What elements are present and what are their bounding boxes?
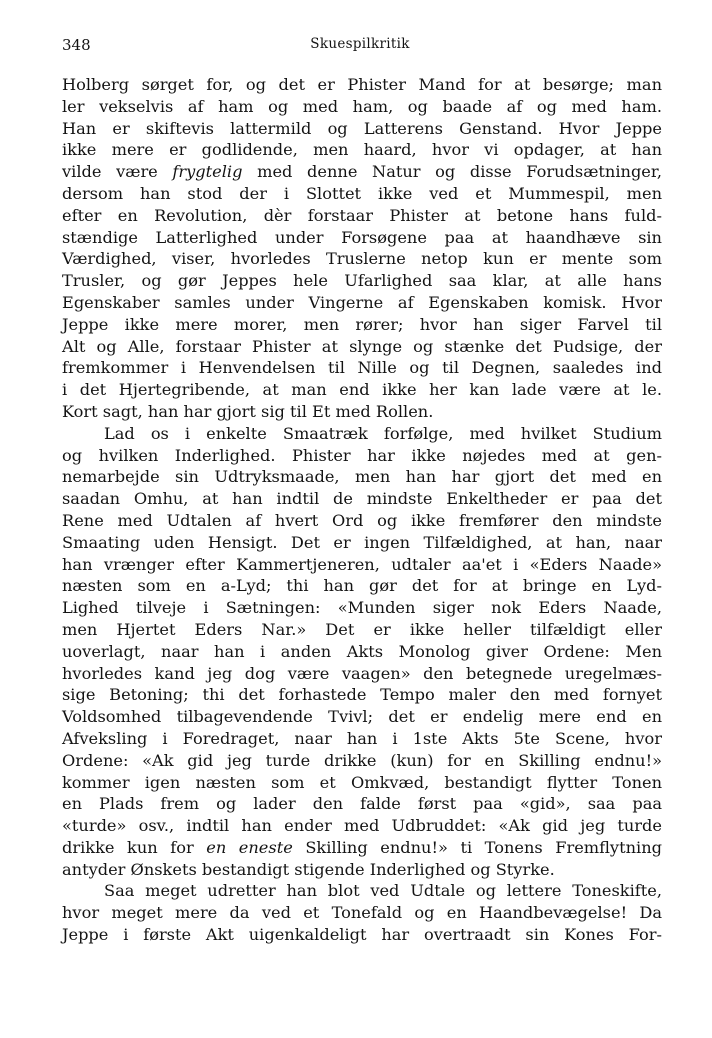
text-line: dersom han stod der i Slottet ikke ved et Mummespil, men bbox=[62, 183, 662, 203]
text-line: Værdighed, viser, hvorledes Truslerne netop kun er mente som bbox=[62, 249, 662, 269]
text-line: antyder Ønskets bestandigt stigende Inderlighed og Styrke. bbox=[62, 859, 555, 879]
text-run: drikke kun for bbox=[62, 837, 207, 857]
text-line: uoverlagt, naar han i anden Akts Monolog giver Ordene: Men bbox=[62, 641, 662, 661]
text-line: Trusler, og gør Jeppes hele Ufarlighed saa klar, at alle hans bbox=[62, 271, 662, 291]
text-line: han vrænger efter Kammertjeneren, udtaler aa'et i «Eders Naade» bbox=[62, 554, 662, 574]
text-line: næsten som en a-Lyd; thi han gør det for at bringe en Lyd- bbox=[62, 576, 662, 596]
text-line: hvorledes kand jeg dog være vaagen» den betegnede uregelmæs- bbox=[62, 663, 662, 683]
text-line: hvor meget mere da ved et Tonefald og en Haandbevægelse! Da bbox=[62, 903, 662, 923]
body-text bbox=[62, 74, 662, 946]
text-line: stændige Latterlighed under Forsøgene paa at haandhæve sin bbox=[62, 227, 662, 247]
text-line: Lighed tilveje i Sætningen: «Munden siger nok Eders Naade, bbox=[62, 598, 662, 618]
text-line: Kort sagt, han har gjort sig til Et med Rollen. bbox=[62, 401, 434, 421]
text-line: og hvilken Inderlighed. Phister har ikke nøjedes med at gen- bbox=[62, 445, 662, 465]
emphasis-text: frygtelig bbox=[172, 162, 243, 182]
text-line bbox=[62, 161, 662, 183]
text-line: Han er skiftevis lattermild og Latterens Genstand. Hvor Jeppe bbox=[62, 118, 662, 138]
text-line: en Plads frem og lader den falde først paa «gid», saa paa bbox=[62, 794, 662, 814]
text-line: Jeppe ikke mere morer, men rører; hvor han siger Farvel til bbox=[62, 314, 662, 334]
text-line: men Hjertet Eders Nar.» Det er ikke heller tilfældigt eller bbox=[62, 619, 662, 639]
page-header bbox=[62, 36, 658, 58]
emphasis-text: en eneste bbox=[206, 837, 293, 857]
text-line: saadan Omhu, at han indtil de mindste Enkeltheder er paa det bbox=[62, 489, 662, 509]
text-line: Voldsomhed tilbagevendende Tvivl; det er endelig mere end en bbox=[62, 707, 662, 727]
text-line: Saa meget udretter han blot ved Udtale og lettere Toneskifte, bbox=[104, 881, 662, 901]
text-line: kommer igen næsten som et Omkvæd, bestandigt flytter Tonen bbox=[62, 772, 662, 792]
text-line: «turde» osv., indtil han ender med Udbruddet: «Ak gid jeg turde bbox=[62, 816, 662, 836]
text-line: ikke mere er godlidende, men haard, hvor vi opdager, at han bbox=[62, 140, 662, 160]
text-line: Egenskaber samles under Vingerne af Egenskaben komisk. Hvor bbox=[62, 292, 662, 312]
text-line: i det Hjertegribende, at man end ikke her kan lade være at le. bbox=[62, 380, 662, 400]
text-run: Skilling endnu!» ti Tonens Fremflytning bbox=[292, 837, 662, 857]
text-line: Afveksling i Foredraget, naar han i 1ste Akts 5te Scene, hvor bbox=[62, 728, 662, 748]
text-line: sige Betoning; thi det forhastede Tempo maler den med fornyet bbox=[62, 685, 662, 705]
text-line: Smaating uden Hensigt. Det er ingen Tilfældighed, at han, naar bbox=[62, 532, 662, 552]
text-line: Ordene: «Ak gid jeg turde drikke (kun) for en Skilling endnu!» bbox=[62, 750, 662, 770]
text-line: Holberg sørget for, og det er Phister Mand for at besørge; man bbox=[62, 75, 662, 94]
text-line: ler vekselvis af ham og med ham, og baade af og med ham. bbox=[62, 96, 662, 116]
text-line: Rene med Udtalen af hvert Ord og ikke fremfører den mindste bbox=[62, 510, 662, 530]
text-line: Jeppe i første Akt uigenkaldeligt har overtraadt sin Kones For- bbox=[62, 925, 662, 945]
text-run: med denne Natur og disse Forudsætninger, bbox=[242, 162, 662, 182]
text-line: Lad os i enkelte Smaatræk forfølge, med hvilket Studium bbox=[104, 423, 662, 443]
text-line bbox=[62, 837, 662, 859]
text-line: Alt og Alle, forstaar Phister at slynge og stænke det Pudsige, der bbox=[62, 336, 662, 356]
running-title: Skuespilkritik bbox=[310, 36, 410, 52]
text-line: nemarbejde sin Udtryksmaade, men han har gjort det med en bbox=[62, 467, 662, 487]
text-run: vilde være bbox=[62, 162, 173, 182]
text-line: efter en Revolution, dèr forstaar Phister at betone hans fuld- bbox=[62, 205, 662, 225]
text-line: fremkommer i Henvendelsen til Nille og til Degnen, saaledes ind bbox=[62, 358, 662, 378]
page-number: 348 bbox=[62, 36, 91, 54]
